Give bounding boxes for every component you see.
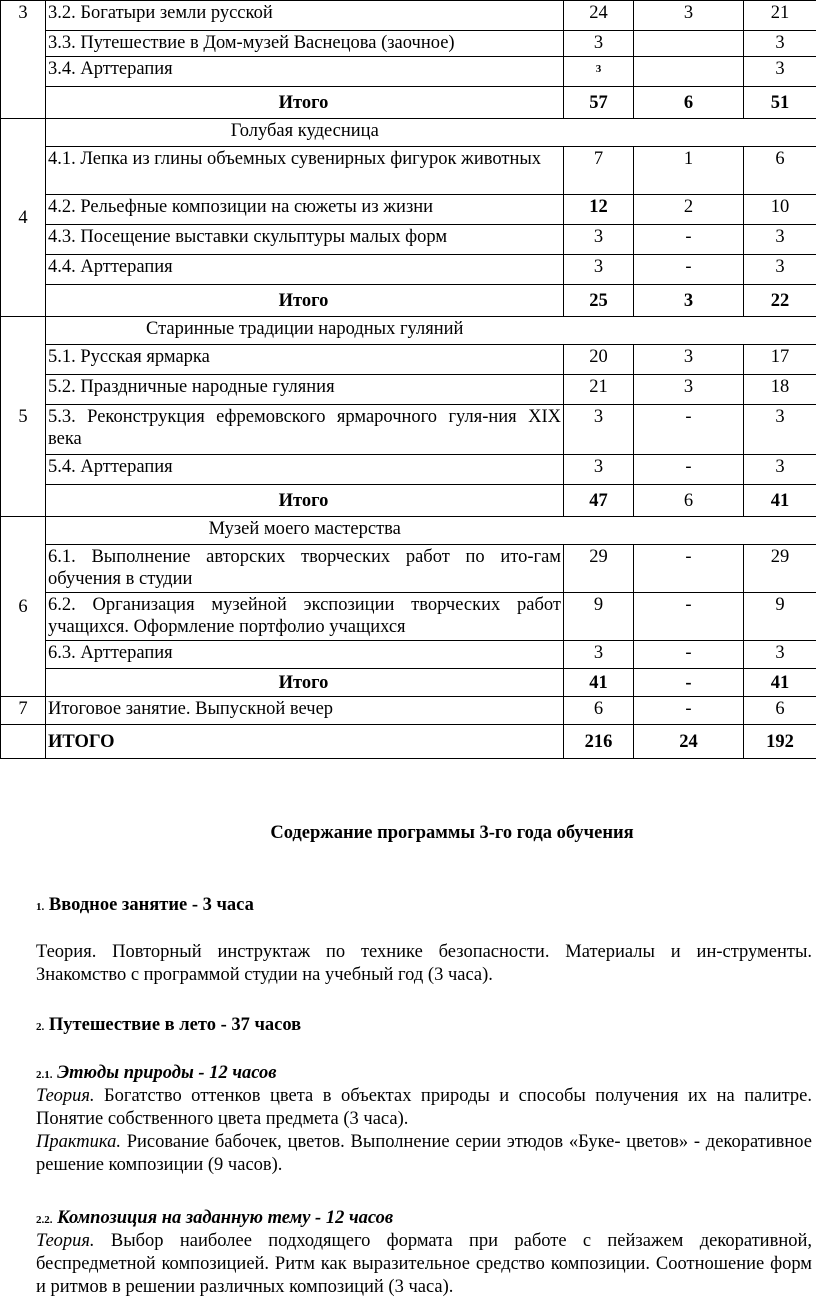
total-label: Итого <box>46 485 564 517</box>
row-hours-total: 3 <box>564 641 634 669</box>
grand-total-hours: 216 <box>564 725 634 759</box>
row-hours-theory <box>634 57 744 87</box>
table-row <box>1 255 816 285</box>
row-hours-theory: 3 <box>634 345 744 375</box>
row-name: 3.2. Богатыри земли русской <box>46 1 564 31</box>
total-label: Итого <box>46 87 564 119</box>
grand-total-practice: 192 <box>744 725 816 759</box>
row-hours-total: 3 <box>564 455 634 485</box>
section-title: Старинные традиции народных гуляний <box>46 317 564 345</box>
row-hours-theory: - <box>634 545 744 593</box>
total-label: Итого <box>46 285 564 317</box>
section-title-row <box>1 517 816 545</box>
row-hours-practice: 3 <box>744 455 816 485</box>
table-row <box>1 225 816 255</box>
section-2-heading <box>36 1014 812 1039</box>
subsection-2-1-body <box>36 1085 812 1177</box>
total-row <box>1 669 816 697</box>
total-hours: 57 <box>564 87 634 119</box>
row-name: 5.4. Арттерапия <box>46 455 564 485</box>
subsection-2-1-heading <box>36 1062 812 1087</box>
row-hours-practice: 6 <box>744 147 816 195</box>
table-row <box>1 1 816 31</box>
table-row <box>1 455 816 485</box>
total-theory: 6 <box>634 87 744 119</box>
table-row <box>1 545 816 593</box>
row-hours-theory: - <box>634 641 744 669</box>
theory-text: Богатство оттенков цвета в объектах природы и способы получения их на палитре. Понятие собственного цвета предмета (3 часа). <box>36 1086 812 1129</box>
section-number: 2.2. <box>36 1214 53 1226</box>
row-name: 6.3. Арттерапия <box>46 641 564 669</box>
row-hours-practice: 3 <box>744 405 816 455</box>
table-row <box>1 405 816 455</box>
row-hours-practice: 29 <box>744 545 816 593</box>
row-hours-practice: 17 <box>744 345 816 375</box>
row-name: 4.4. Арттерапия <box>46 255 564 285</box>
table-row <box>1 195 816 225</box>
total-theory: 3 <box>634 285 744 317</box>
subsection-2-2-body <box>36 1230 812 1299</box>
row-hours-total: 3 <box>595 63 602 75</box>
row-hours-practice: 3 <box>744 31 816 57</box>
row-hours-theory: - <box>634 697 744 725</box>
row-hours-theory: - <box>634 225 744 255</box>
total-hours: 41 <box>564 669 634 697</box>
row-hours-total: 21 <box>564 375 634 405</box>
group-number: 4 <box>1 119 46 317</box>
table-row <box>1 57 816 87</box>
row-hours-total: 7 <box>564 147 634 195</box>
row-name: 5.2. Праздничные народные гуляния <box>46 375 564 405</box>
group-number: 5 <box>1 317 46 517</box>
total-practice: 22 <box>744 285 816 317</box>
row-hours-theory: 3 <box>634 1 744 31</box>
section-1-body <box>36 941 812 987</box>
row-name: 5.1. Русская ярмарка <box>46 345 564 375</box>
row-hours-practice: 9 <box>744 593 816 641</box>
table-row <box>1 31 816 57</box>
theory-label: Теория. <box>36 1231 95 1251</box>
section-number: 2.1. <box>36 1069 53 1081</box>
section-number: 1. <box>36 901 45 913</box>
total-theory: - <box>634 669 744 697</box>
row-name: 6.1. Выполнение авторских творческих работ по ито-гам обучения в студии <box>46 545 564 593</box>
row-hours-total: 3 <box>564 225 634 255</box>
row-hours-practice: 3 <box>744 57 816 87</box>
row-hours-total: 12 <box>564 195 634 225</box>
row-hours-theory: - <box>634 405 744 455</box>
table-row <box>1 641 816 669</box>
row-hours-total: 3 <box>564 31 634 57</box>
table-row <box>1 593 816 641</box>
row-hours-practice: 6 <box>744 697 816 725</box>
grand-total-theory: 24 <box>634 725 744 759</box>
row-hours-total: 6 <box>564 697 634 725</box>
total-row <box>1 285 816 317</box>
grand-total-row <box>1 725 816 759</box>
row-hours-practice: 10 <box>744 195 816 225</box>
grand-total-label: ИТОГО <box>46 725 564 759</box>
practice-label: Практика. <box>36 1132 121 1152</box>
row-hours-practice: 21 <box>744 1 816 31</box>
row-name: 3.3. Путешествие в Дом-музей Васнецова (заочное) <box>46 31 564 57</box>
row-name: 6.2. Организация музейной экспозиции творческих работ учащихся. Оформление портфолио учащихся <box>46 593 564 641</box>
section-1-heading <box>36 894 812 919</box>
row-name: 4.3. Посещение выставки скульптуры малых форм <box>46 225 564 255</box>
row-hours-total: 3 <box>564 255 634 285</box>
total-practice: 51 <box>744 87 816 119</box>
row-hours-total: 9 <box>564 593 634 641</box>
practice-text: Рисование бабочек, цветов. Выполнение серии этюдов «Буке- цветов» - декоративное решение композиции (9 часов). <box>36 1132 812 1175</box>
total-row <box>1 87 816 119</box>
program-content-title: Содержание программы 3-го года обучения <box>270 823 634 843</box>
section-title: Композиция на заданную тему - 12 часов <box>57 1208 394 1228</box>
row-name: 5.3. Реконструкция ефремовского ярмарочного гуля-ния XIX века <box>46 405 564 455</box>
table-row <box>1 147 816 195</box>
row-hours-theory: 2 <box>634 195 744 225</box>
row-hours-total: 24 <box>564 1 634 31</box>
theory-label: Теория. <box>36 1086 95 1106</box>
total-row <box>1 485 816 517</box>
total-hours: 47 <box>564 485 634 517</box>
paragraph: Теория. Повторный инструктаж по технике безопасности. Материалы и ин-струменты. Знакомство с программой студии на учебный год (3 часа). <box>36 942 812 985</box>
section-title: Этюды природы - 12 часов <box>57 1063 277 1083</box>
total-practice: 41 <box>744 669 816 697</box>
section-title-row <box>1 119 816 147</box>
row-hours-total: 29 <box>564 545 634 593</box>
section-title: Вводное занятие - 3 часа <box>48 895 254 915</box>
row-hours-total: 3 <box>564 405 634 455</box>
section-number: 2. <box>36 1021 45 1033</box>
subsection-2-2-heading <box>36 1207 812 1232</box>
total-theory: 6 <box>634 485 744 517</box>
group-number: 3 <box>1 1 46 119</box>
section-title: Музей моего мастерства <box>46 517 564 545</box>
group-number: 7 <box>1 697 46 725</box>
row-hours-theory: - <box>634 593 744 641</box>
table-row <box>1 375 816 405</box>
total-practice: 41 <box>744 485 816 517</box>
row-name: 4.2. Рельефные композиции на сюжеты из жизни <box>46 195 564 225</box>
row-hours-theory: 3 <box>634 375 744 405</box>
row-hours-theory: 1 <box>634 147 744 195</box>
section-title: Путешествие в лето - 37 часов <box>48 1015 302 1035</box>
row-hours-theory: - <box>634 455 744 485</box>
row-hours-practice: 3 <box>744 225 816 255</box>
row-name: 4.1. Лепка из глины объемных сувенирных фигурок животных <box>46 147 564 195</box>
row-hours-practice: 18 <box>744 375 816 405</box>
theory-text: Выбор наиболее подходящего формата при работе с пейзажем декоративной, беспредметной композицией. Ритм как выразительное средство композиции. Соотношение форм и ритмов в решении различных композиций (3 часа). <box>36 1231 812 1297</box>
row-hours-practice: 3 <box>744 255 816 285</box>
row-hours-total: 20 <box>564 345 634 375</box>
section-title: Голубая кудесница <box>46 119 564 147</box>
row-name: 3.4. Арттерапия <box>46 57 564 87</box>
total-label: Итого <box>46 669 564 697</box>
row-hours-practice: 3 <box>744 641 816 669</box>
group-number: 6 <box>1 517 46 697</box>
section-title-row <box>1 317 816 345</box>
row-name: Итоговое занятие. Выпускной вечер <box>46 697 564 725</box>
table-row <box>1 345 816 375</box>
row-hours-theory <box>634 31 744 57</box>
row-hours-theory: - <box>634 255 744 285</box>
total-hours: 25 <box>564 285 634 317</box>
table-row <box>1 697 816 725</box>
